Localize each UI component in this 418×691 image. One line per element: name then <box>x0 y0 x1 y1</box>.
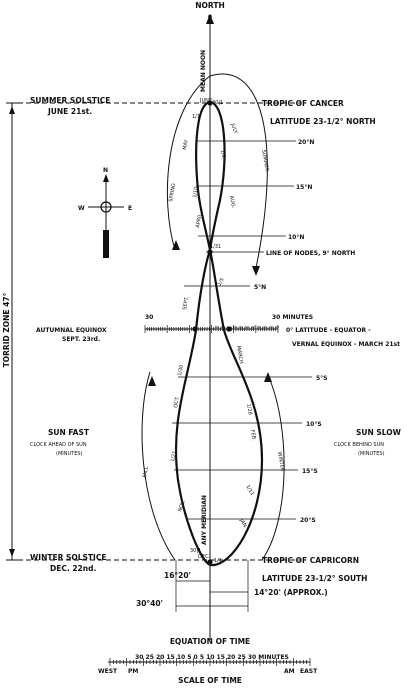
day-mark: 1/28 <box>245 403 253 416</box>
tropic-cancer-lat: LATITUDE 23-1/2° NORTH <box>270 117 376 126</box>
mean-noon-label: MEAN NOON <box>200 49 207 92</box>
any-meridian-label: ANY MERIDIAN <box>201 495 208 545</box>
compass-n: N <box>103 167 109 174</box>
summer-solstice-label: SUMMER SOLSTICE <box>30 96 111 105</box>
autumnal-equinox-label: AUTUMNAL EQUINOX <box>36 327 107 334</box>
north-label: NORTH <box>195 1 225 10</box>
day-mark: 1/1 <box>192 114 201 120</box>
winter-solstice-label: WINTER SOLSTICE <box>30 553 107 562</box>
measure-c-label: 30°40' <box>136 599 163 608</box>
sun-fast-title: SUN FAST <box>48 428 89 437</box>
line-of-nodes-label: LINE OF NODES, 9° NORTH <box>266 250 356 257</box>
month-jan: JAN. <box>238 518 249 530</box>
equator-ticks <box>145 325 278 333</box>
month-may: MAY <box>182 139 190 151</box>
sun-slow-sub2: (MINUTES) <box>358 451 385 457</box>
scale-of-time-label: SCALE OF TIME <box>178 676 242 685</box>
scale-east: EAST <box>300 668 318 675</box>
time-scale-numbers: 30 25 20 15 10 5 0 5 10 15 20 25 30 MINUTES <box>135 654 289 661</box>
day-mark: 1/11 <box>244 484 256 497</box>
lat-20n-label: 20°N <box>298 139 315 146</box>
sun-fast-sub2: (MINUTES) <box>56 451 83 457</box>
month-july: JULY <box>229 122 239 135</box>
measure-a-label: 16°20' <box>164 571 191 580</box>
arrow-down-icon <box>9 549 15 557</box>
autumnal-point <box>192 326 197 331</box>
season-fall: FALL <box>142 466 150 479</box>
lat-15s-label: 15°S <box>302 468 318 475</box>
equation-of-time-label: EQUATION OF TIME <box>169 637 251 646</box>
month-aug: AUG. <box>228 195 237 209</box>
sun-slow-title: SUN SLOW <box>356 428 401 437</box>
day-mark: 1/31 <box>210 244 222 250</box>
sun-slow-sub1: CLOCK BEHIND SUN <box>334 442 384 448</box>
analemma-curve <box>176 102 262 565</box>
day-mark: 1/30 <box>177 364 185 377</box>
tropic-cancer-label: TROPIC OF CANCER <box>262 99 344 108</box>
month-april: APRIL <box>195 213 204 229</box>
lat-10n-label: 10°N <box>288 234 305 241</box>
scale-west: WEST <box>98 668 118 675</box>
lat-10s-label: 10°S <box>306 421 322 428</box>
day-mark: 30|1 <box>212 100 224 106</box>
vernal-point <box>226 326 231 331</box>
month-nov: NOV. <box>177 499 187 513</box>
compass-w: W <box>78 205 85 212</box>
month-march: MARCH <box>235 345 245 365</box>
winter-solstice-date: DEC. 22nd. <box>50 564 97 573</box>
zero-label: 0 <box>207 14 213 21</box>
lat-20s-label: 20°S <box>300 517 316 524</box>
equator-label: 0° LATITUDE - EQUATOR - <box>286 327 371 334</box>
node-point <box>207 249 212 254</box>
torrid-zone-label: TORRID ZONE 47° <box>2 292 11 368</box>
tropic-capricorn-label: TROPIC OF CAPRICORN <box>262 556 360 565</box>
compass-icon <box>88 174 124 258</box>
month-sept: SEPT. <box>182 296 191 311</box>
autumnal-equinox-date: SEPT. 23rd. <box>62 336 101 343</box>
month-feb: FEB. <box>249 429 257 442</box>
day-mark: 1/1 <box>214 558 223 564</box>
equator-scale-left: 30 <box>145 314 154 321</box>
scale-am: AM <box>284 668 295 675</box>
season-spring: SPRING <box>168 182 178 203</box>
month-june: JUNE <box>200 98 213 104</box>
day-mark: 1/10 <box>192 186 200 199</box>
lat-15n-label: 15°N <box>296 184 313 191</box>
tropic-capricorn-lat: LATITUDE 23-1/2° SOUTH <box>262 574 368 583</box>
lat-5s-label: 5°S <box>316 375 328 382</box>
day-mark: 1/5 <box>216 277 226 287</box>
equator-scale-right: 30 MINUTES <box>272 314 314 321</box>
vernal-equinox-label: VERNAL EQUINOX - MARCH 21st <box>292 341 400 348</box>
arrow-down-icon <box>148 376 156 386</box>
month-dec: DEC. <box>198 554 211 560</box>
season-summer: SUMMER <box>260 149 270 173</box>
day-mark: 1/6 <box>219 149 227 159</box>
arrow-up-icon <box>9 106 15 114</box>
day-mark: 30|1 <box>190 548 202 554</box>
scale-pm: PM <box>128 668 139 675</box>
month-oct: OCT. <box>173 395 181 409</box>
arrow-down-icon <box>252 266 260 276</box>
season-arc-fall <box>142 372 175 560</box>
day-mark: 1/21 <box>170 450 178 463</box>
sun-fast-sub1: CLOCK AHEAD OF SUN <box>30 442 87 448</box>
compass-e: E <box>128 205 133 212</box>
measure-b-label: 14°20' (APPROX.) <box>254 588 328 597</box>
season-winter: WINTER <box>276 451 286 472</box>
summer-solstice-date: JUNE 21st. <box>48 107 93 116</box>
lat-5n-label: 5°N <box>254 284 267 291</box>
